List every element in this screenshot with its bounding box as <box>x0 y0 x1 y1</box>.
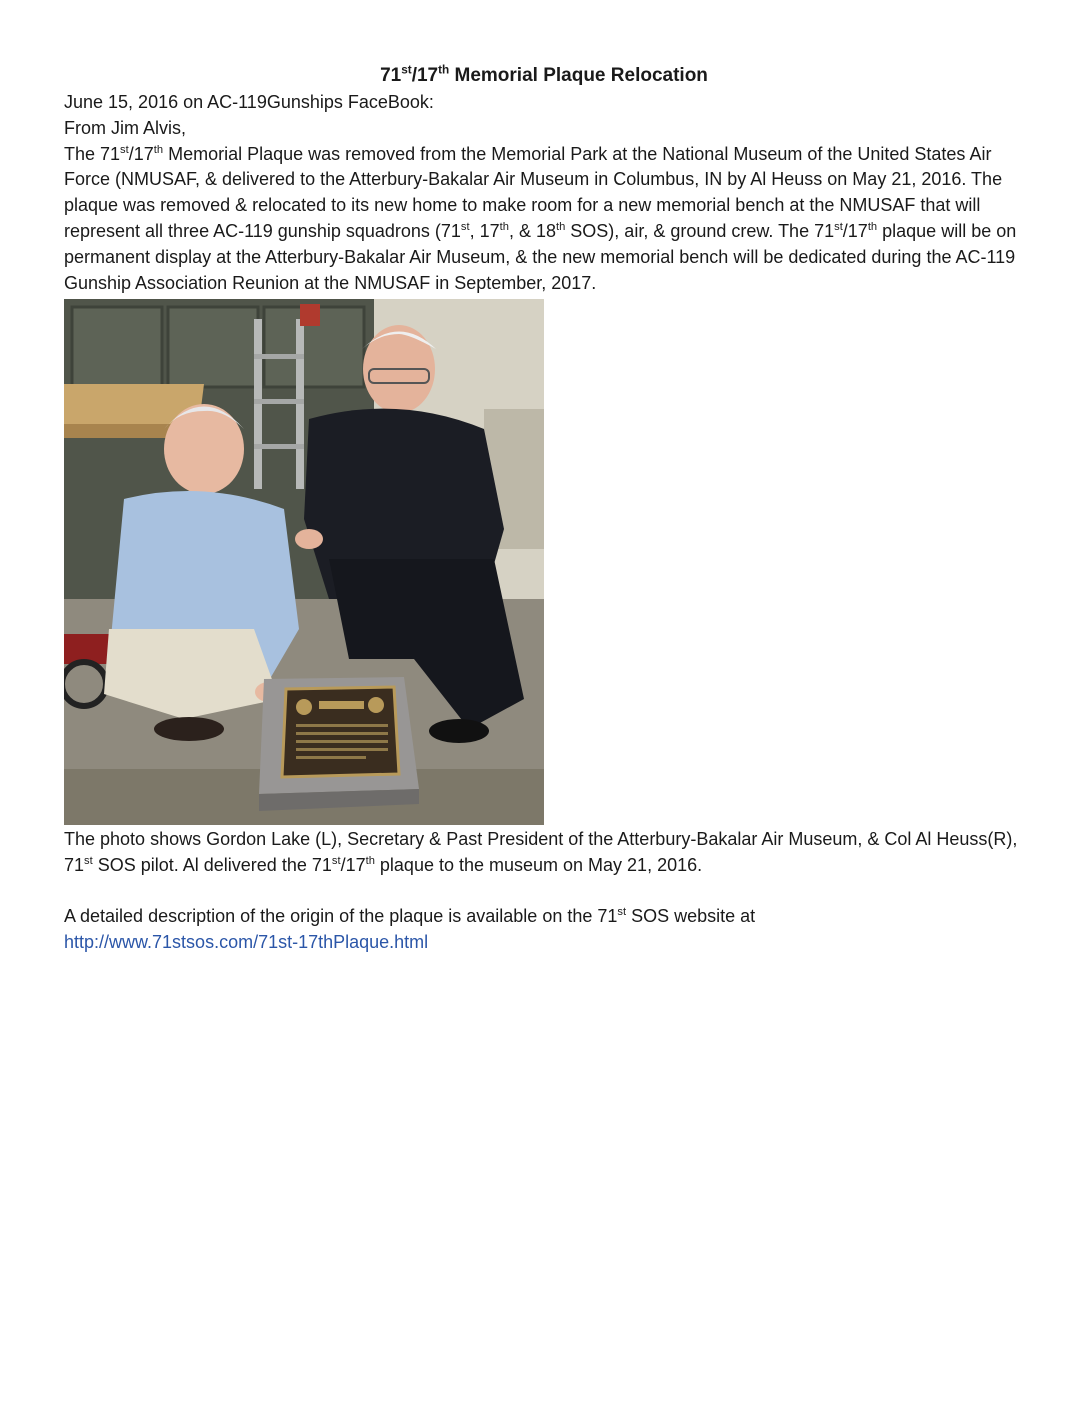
date-line: June 15, 2016 on AC-119Gunships FaceBook: <box>64 92 434 112</box>
page-title: 71st/17th Memorial Plaque Relocation <box>380 63 708 86</box>
link-line <box>64 930 1024 956</box>
photo-caption: The photo shows Gordon Lake (L), Secretary & Past President of the Atterbury-Bakalar Air Museum, & Col Al Heuss(R), 71st SOS pilot. Al delivered the 71st/17th plaque to the museum on May 21, 2016. <box>64 829 1018 876</box>
plaque-website-link[interactable]: http://www.71stsos.com/71st-17thPlaque.html <box>64 931 429 952</box>
author-line: From Jim Alvis, <box>64 117 187 138</box>
paragraph-gap <box>64 879 1024 904</box>
plaque-photo <box>64 299 544 825</box>
body-paragraph: The 71st/17th Memorial Plaque was removed from the Memorial Park at the National Museum of the United States Air Force (NMUSAF, & delivered to the Atterbury-Bakalar Air Museum in Columbus, IN by Al Heuss on May 21, 2016. The plaque was removed & relocated to its new home to make room for a new memorial bench at the NMUSAF that will represent all three AC-119 gunship squadrons (71st, 17th, & 18th SOS), air, & ground crew. The 71st/17th plaque will be on permanent display at the Atterbury-Bakalar Air Museum, & the new memorial bench will be dedicated during the AC-119 Gunship Association Reunion at the NMUSAF in September, 2017. <box>64 143 1017 293</box>
description-paragraph: A detailed description of the origin of the plaque is available on the 71st SOS website at <box>64 905 756 926</box>
document-page <box>64 62 1024 956</box>
